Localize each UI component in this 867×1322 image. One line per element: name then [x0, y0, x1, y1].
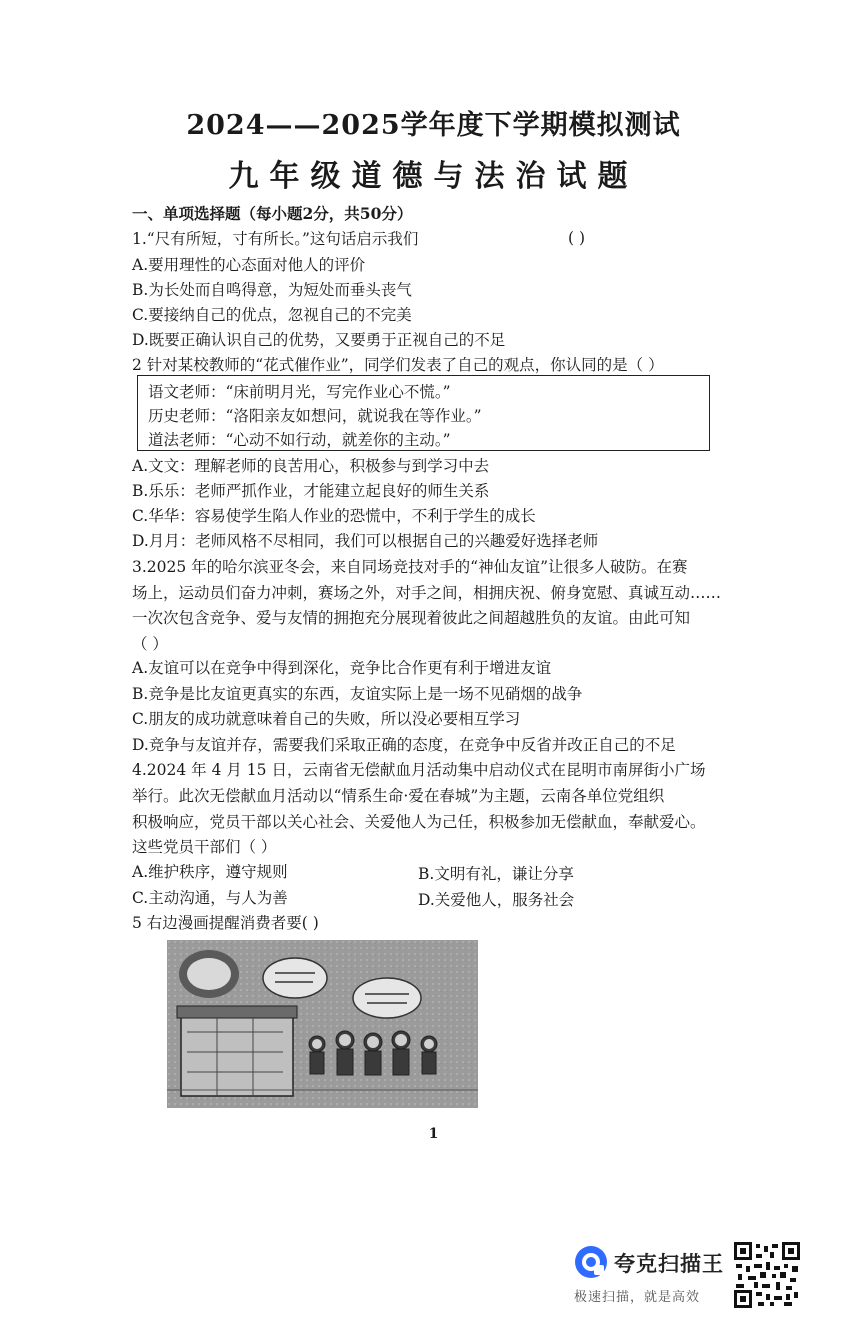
exam-subtitle: 九年级道德与法治试题: [228, 159, 639, 194]
question-3-line-1: 3.2025 年的哈尔滨亚冬会，来自同场竞技对手的“神仙友谊”让很多人破防。在赛: [132, 558, 688, 576]
question-3-option-d: D.竞争与友谊并存，需要我们采取正确的态度，在竞争中反省并改正自己的不足: [132, 736, 676, 754]
question-2-option-b: B.乐乐：老师严抓作业，才能建立起良好的师生关系: [132, 482, 490, 500]
question-2-option-d: D.月月：老师风格不尽相同，我们可以根据自己的兴趣爱好选择老师: [132, 532, 599, 550]
question-1-option-b: B.为长处而自鸣得意，为短处而垂头丧气: [132, 281, 412, 299]
question-4-option-a: A.维护秩序，遵守规则: [132, 863, 288, 881]
quote-civics-teacher: 道法老师：“心动不如行动，就差你的主动。”: [148, 431, 451, 449]
question-3-line-2: 场上，运动员们奋力冲刺，赛场之外，对手之间，相拥庆祝、俯身宽慰、真诚互动……: [132, 584, 722, 602]
question-4-option-b: B.文明有礼，谦让分享: [418, 865, 574, 883]
question-1-option-d: D.既要正确认识自己的优势，又要勇于正视自己的不足: [132, 331, 506, 349]
page-number: 1: [428, 1126, 439, 1142]
comic-illustration: [167, 940, 478, 1108]
question-2-stem: 2 针对某校教师的“花式催作业”，同学们发表了自己的观点，你认同的是（ ）: [132, 356, 664, 374]
question-2-quote-box: [137, 375, 710, 451]
question-3-answer-blank: （ ）: [132, 635, 168, 653]
question-5-comic-image: [167, 940, 478, 1108]
question-3-option-b: B.竞争是比友谊更真实的东西，友谊实际上是一场不见硝烟的战争: [132, 685, 583, 703]
question-1-option-a: A.要用理性的心态面对他人的评价: [132, 256, 366, 274]
question-1-stem: 1.“尺有所短，寸有所长。”这句话启示我们: [132, 230, 419, 248]
section-heading: 一、单项选择题（每小题2分，共50分）: [132, 204, 413, 223]
question-4-option-d: D.关爱他人，服务社会: [418, 891, 575, 909]
question-4-line-1: 4.2024 年 4 月 15 日，云南省无偿献血月活动集中启动仪式在昆明市南屏街小广场: [132, 761, 706, 779]
question-2-option-a: A.文文：理解老师的良苦用心，积极参与到学习中去: [132, 457, 490, 475]
question-1-option-c: C.要接纳自己的优点，忽视自己的不完美: [132, 306, 412, 324]
question-3-option-a: A.友谊可以在竞争中得到深化，竞争比合作更有利于增进友谊: [132, 659, 552, 677]
question-4-option-c: C.主动沟通，与人为善: [132, 889, 288, 907]
qr-code-icon: [734, 1242, 800, 1308]
question-4-line-3: 积极响应，党员干部以关心社会、关爱他人为己任，积极参加无偿献血，奉献爱心。: [132, 813, 706, 831]
question-3-line-3: 一次次包含竞争、爱与友情的拥抱充分展现着彼此之间超越胜负的友谊。由此可知: [132, 609, 691, 627]
quark-logo-icon: [574, 1245, 608, 1279]
question-2-option-c: C.华华：容易使学生陷人作业的恐慌中，不利于学生的成长: [132, 507, 536, 525]
question-4-line-4: 这些党员干部们（ ）: [132, 838, 277, 856]
question-3-option-c: C.朋友的成功就意味着自己的失败，所以没必要相互学习: [132, 710, 521, 728]
question-1-answer-blank: ( ): [568, 229, 586, 247]
question-5-stem: 5 右边漫画提醒消费者要( ): [132, 914, 319, 932]
exam-title: 2024——2025学年度下学期模拟测试: [186, 110, 681, 141]
brand-slogan: 极速扫描，就是高效: [574, 1290, 701, 1305]
question-4-line-2: 举行。此次无偿献血月活动以“情系生命·爱在春城”为主题，云南各单位党组织: [132, 787, 665, 805]
quote-chinese-teacher: 语文老师：“床前明月光，写完作业心不慌。”: [148, 383, 451, 401]
quote-history-teacher: 历史老师：“洛阳亲友如想问，就说我在等作业。”: [148, 407, 482, 425]
brand-name: 夸克扫描王: [614, 1252, 724, 1276]
